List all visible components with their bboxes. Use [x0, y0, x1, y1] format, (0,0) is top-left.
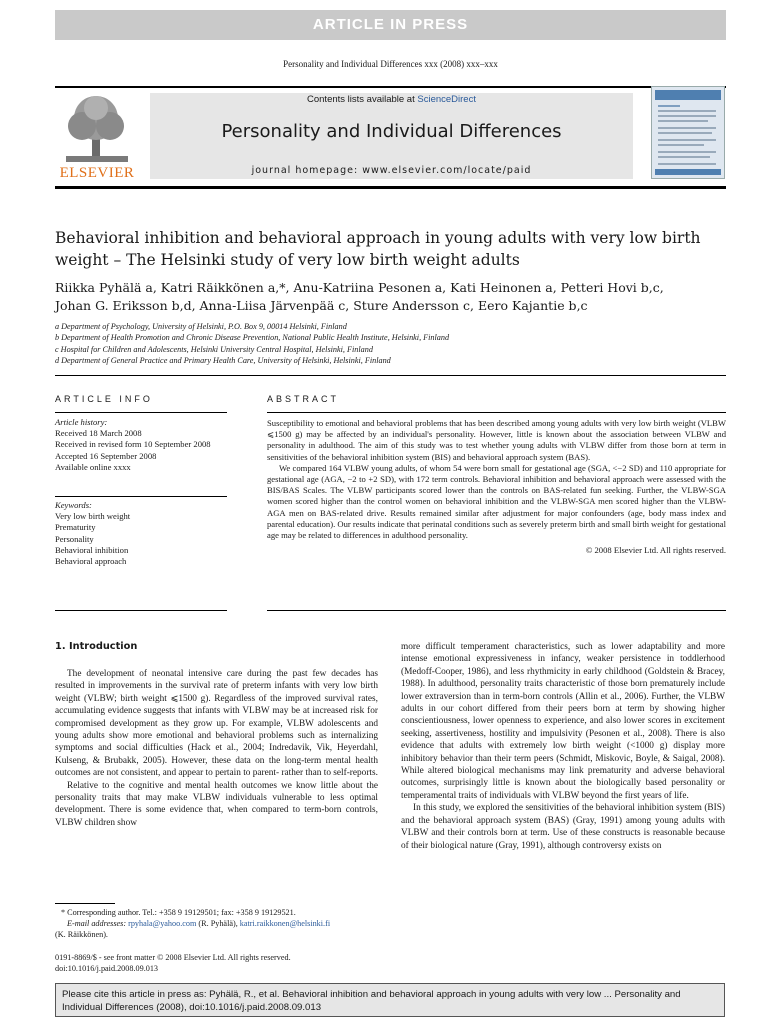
email-label: E-mail addresses: [67, 919, 127, 928]
intro-left-column [55, 668, 378, 829]
journal-reference: Personality and Individual Differences xxx (2008) xxx–xxx [283, 59, 498, 69]
authors-line-1: Riikka Pyhälä a, Katri Räikkönen a,*, Anu-Katriina Pesonen a, Kati Heinonen a, Petteri Hovi b,c, [55, 280, 664, 295]
info-bottom-rule-right [267, 610, 726, 611]
email-link-raikkonen[interactable]: katri.raikkonen@helsinki.fi [239, 919, 331, 928]
intro-right-column [401, 641, 725, 852]
email-owner-2: (K. Räikkönen). [55, 930, 108, 939]
issn-line: 0191-8869/$ - see front matter © 2008 Elsevier Ltd. All rights reserved. [55, 953, 291, 962]
footnote [55, 907, 385, 940]
affiliation-d: d Department of General Practice and Primary Health Care, University of Helsinki, Helsinki, Finland [55, 356, 391, 366]
info-bottom-rule-left [55, 610, 227, 611]
journal-title: Personality and Individual Differences [221, 121, 562, 142]
article-in-press-banner: ARTICLE IN PRESS [55, 10, 726, 40]
header-top-rule [55, 86, 726, 88]
contents-line [150, 94, 633, 105]
article-info-heading: ARTICLE INFO [55, 394, 153, 404]
contents-prefix: Contents lists available at [307, 94, 418, 105]
keywords-rule [55, 496, 227, 497]
intro-heading: 1. Introduction [55, 641, 138, 652]
elsevier-wordmark: ELSEVIER [59, 165, 135, 181]
email-link-pyhala[interactable]: rpyhala@yahoo.com [128, 919, 197, 928]
history-accepted: Accepted 16 September 2008 [55, 450, 157, 461]
authors-line-2: Johan G. Eriksson b,d, Anna-Liisa Järvenpää c, Sture Andersson c, Eero Kajantie b,c [55, 298, 588, 313]
header-bottom-rule [55, 186, 726, 189]
intro-paragraph-3: more difficult temperament characteristics, such as lower adaptability and more intense emotional expressiveness in infancy, weaker persistence in toddlerhood (Medoff-Cooper, 1986), and less rhythmicity in early childhood (Goldstein & Bracey, 1988). In adulthood, personality traits characteristic of those born prematurely include lower extraversion than in term-born controls (Allin et al., 2006). Further, the VLBW adults in our cohort differed from their peers born at term by showing higher conscientiousness, lower openness to experience, and also lower scores in excitement seeking, assertiveness, hostility and impulsivity (Pesonen et al., 2008). There is also evidence that adults with extremely low birth weight (<1000 g) display more inhibitory behavior than their term peers (Schmidt, Miskovic, Boyle, & Saigal, 2008). While altered biological mechanisms may link prematurity and adverse behavioral outcomes, surprisingly little is known about the biologically based personality or temperamental traits of individuals with VLBW beyond the first years of life. [401, 642, 725, 801]
article-info-rule [55, 412, 227, 413]
keywords [55, 500, 227, 567]
doi-line: doi:10.1016/j.paid.2008.09.013 [55, 964, 159, 973]
abstract-rule [267, 412, 726, 413]
abstract-paragraph-2: We compared 164 VLBW young adults, of whom 54 were born small for gestational age (SGA, <−2 SD) and 110 appropriate for gestational age (AGA, −2 to +2 SD), with 172 term controls. Behavioral inhibition and behavioral approach were assessed with the BIS/BAS Scales. The VLBW participants scored lower than the controls on BAS-related fun seeking. Further, the VLBW-SGA women scored higher than the control women on behavioral inhibition and the VLBW-SGA men scored higher than the VLBW-AGA men on BAS-related drive. Results remained similar after adjustment for major confounders (age, body mass index and parental education). Our results indicate that perinatal conditions such as severely preterm birth and small birth weight for gestational age may be related to differences in adulthood personality. [267, 462, 726, 541]
abstract-copyright: © 2008 Elsevier Ltd. All rights reserved. [585, 545, 726, 556]
authors [55, 279, 725, 315]
history-label: Article history: [55, 417, 108, 427]
history-revised: Received in revised form 10 September 2008 [55, 439, 211, 450]
intro-paragraph-4: In this study, we explored the sensitivities of the behavioral inhibition system (BIS) and the behavioral approach system (BAS) (Gray, 1991) among young adults with VLBW and their controls born at term. Use of these constructs is reasonable because of their biological nature (Gray, 1991), although controversy exists on [401, 803, 725, 851]
abstract-body [267, 418, 726, 556]
affiliation-b: b Department of Health Promotion and Chronic Disease Prevention, National Public Health Institute, Helsinki, Finland [55, 333, 450, 343]
journal-homepage[interactable]: journal homepage: www.elsevier.com/locate/paid [251, 165, 532, 176]
keywords-label: Keywords: [55, 500, 92, 510]
front-matter [55, 952, 291, 974]
intro-paragraph-1: The development of neonatal intensive care during the past few decades has resulted in improvements in the survival rate of preterm infants with very low birth weight (VLBW; birth weight ⩽1500 g). Regardless of the improved survival rates, accumulating evidence suggests that infants with VLBW may be at increased risk for compromised development as they grow up. For example, VLBW adolescents and young adults show more emotional and behavioral problems such as internalizing symptoms and social difficulties (Hack et al., 2004; Indredavik, Vik, Heyerdahl, Kulseng, & Brubakk, 2005). However, these data on the long-term mental health outcomes are not consistent, and appear to pertain to parent- rather than to self-reports. [55, 669, 378, 779]
history-online: Available online xxxx [55, 461, 131, 472]
abstract-paragraph-1: Susceptibility to emotional and behavioral problems that has been described among young adults with very low birth weight (VLBW ⩽1500 g) may be affected by an individual's personality. However, little is known about the association between VLBW and personality in adulthood. The aim of this study was to test whether young adults with VLBW differ from those born at term in sensitivities of the behavioral inhibition system (BIS) and behavioral approach system (BAS). [267, 418, 726, 462]
keyword-item: Behavioral approach [55, 556, 127, 567]
keyword-item: Behavioral inhibition [55, 544, 129, 555]
keyword-item: Prematurity [55, 522, 96, 533]
affiliations [55, 321, 725, 367]
intro-paragraph-2: Relative to the cognitive and mental health outcomes we know little about the personality traits that may make VLBW individuals vulnerable to less optimal development. There is some evidence that, when compared to term-born controls, VLBW children show [55, 780, 378, 828]
info-top-rule [55, 375, 726, 376]
footnote-rule [55, 903, 115, 904]
citation-text: Please cite this article in press as: Pyhälä, R., et al. Behavioral inhibition and behavioral approach in young adults with very low ... Personality and Individual Differences (2008), doi:10.1016/j.paid.2008.09.013 [62, 989, 681, 1013]
journal-cover-thumbnail [651, 86, 725, 179]
citation-box [55, 983, 725, 1017]
article-history [55, 417, 227, 473]
abstract-heading: ABSTRACT [267, 394, 340, 404]
affiliation-c: c Hospital for Children and Adolescents, Helsinki University Central Hospital, Helsinki, Finland [55, 344, 373, 354]
email-owner-1: (R. Pyhälä), [198, 919, 238, 928]
keyword-item: Personality [55, 533, 94, 544]
corresponding-author: * Corresponding author. Tel.: +358 9 19129501; fax: +358 9 19129521. [61, 908, 296, 917]
history-received: Received 18 March 2008 [55, 428, 142, 439]
keyword-item: Very low birth weight [55, 511, 131, 522]
article-title: Behavioral inhibition and behavioral approach in young adults with very low birth weight – The Helsinki study of very low birth weight adults [55, 229, 701, 269]
sciencedirect-link[interactable]: ScienceDirect [417, 94, 476, 105]
affiliation-a: a Department of Psychology, University of Helsinki, P.O. Box 9, 00014 Helsinki, Finland [55, 322, 347, 331]
